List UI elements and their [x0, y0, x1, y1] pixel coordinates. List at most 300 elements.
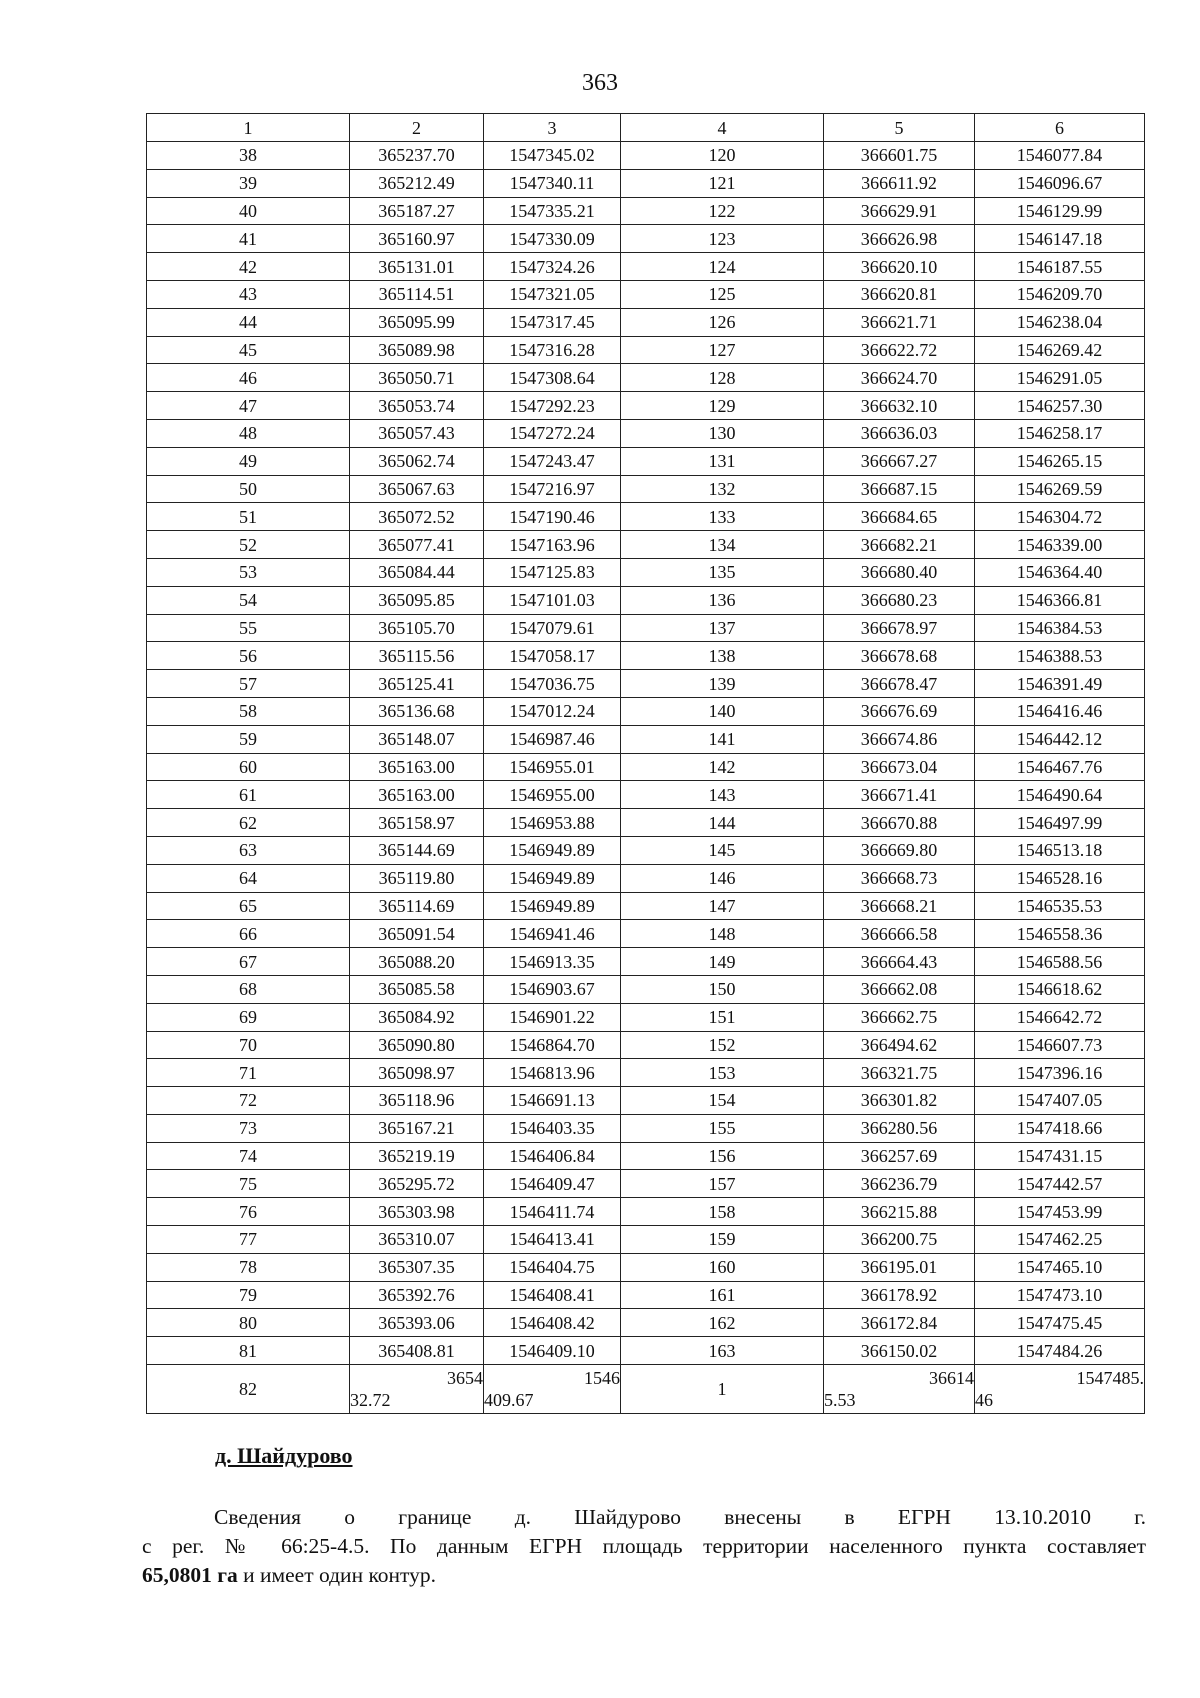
table-cell: 152 — [621, 1031, 824, 1059]
table-cell: 1546903.67 — [484, 975, 621, 1003]
split-cell-top: 3654 — [447, 1368, 483, 1389]
table-cell: 365053.74 — [350, 392, 484, 420]
table-row — [147, 336, 1145, 364]
table-cell: 163 — [621, 1337, 824, 1365]
table-cell: 1547475.45 — [975, 1309, 1145, 1337]
table-cell: 38 — [147, 142, 350, 170]
section-paragraph — [142, 1503, 1146, 1590]
table-cell: 40 — [147, 197, 350, 225]
table-cell: 1546588.56 — [975, 948, 1145, 976]
table-row — [147, 1253, 1145, 1281]
table-cell: 150 — [621, 975, 824, 1003]
table-cell: 1546949.89 — [484, 836, 621, 864]
table-row — [147, 531, 1145, 559]
table-cell: 1547465.10 — [975, 1253, 1145, 1281]
table-cell: 366673.04 — [824, 753, 975, 781]
table-row — [147, 1170, 1145, 1198]
table-cell: 79 — [147, 1281, 350, 1309]
table-cell: 124 — [621, 253, 824, 281]
table-cell: 1547058.17 — [484, 642, 621, 670]
table-cell: 1546913.35 — [484, 948, 621, 976]
table-cell: 365187.27 — [350, 197, 484, 225]
table-cell: 77 — [147, 1226, 350, 1254]
table-cell: 43 — [147, 280, 350, 308]
table-row — [147, 948, 1145, 976]
table-cell: 366624.70 — [824, 364, 975, 392]
table-cell: 1546442.12 — [975, 725, 1145, 753]
table-cell: 366682.21 — [824, 531, 975, 559]
table-row-last — [147, 1365, 1145, 1414]
table-cell: 51 — [147, 503, 350, 531]
table-cell: 1547316.28 — [484, 336, 621, 364]
table-cell: 365062.74 — [350, 447, 484, 475]
table-cell: 158 — [621, 1198, 824, 1226]
table-cell: 366620.81 — [824, 280, 975, 308]
table-cell: 42 — [147, 253, 350, 281]
table-cell: 58 — [147, 697, 350, 725]
table-cell: 129 — [621, 392, 824, 420]
table-cell: 76 — [147, 1198, 350, 1226]
table-cell: 366671.41 — [824, 781, 975, 809]
table-cell: 144 — [621, 809, 824, 837]
table-cell-split — [484, 1365, 621, 1414]
table-cell: 365144.69 — [350, 836, 484, 864]
table-cell: 366674.86 — [824, 725, 975, 753]
table-cell: 131 — [621, 447, 824, 475]
table-cell: 366678.68 — [824, 642, 975, 670]
table-cell: 1546265.15 — [975, 447, 1145, 475]
table-cell: 365118.96 — [350, 1087, 484, 1115]
column-header-2: 2 — [350, 114, 484, 142]
table-cell: 44 — [147, 308, 350, 336]
table-row — [147, 169, 1145, 197]
table-cell: 366321.75 — [824, 1059, 975, 1087]
table-cell: 366150.02 — [824, 1337, 975, 1365]
table-row — [147, 308, 1145, 336]
table-cell: 1546291.05 — [975, 364, 1145, 392]
table-cell: 122 — [621, 197, 824, 225]
table-cell: 52 — [147, 531, 350, 559]
table-cell: 1546408.41 — [484, 1281, 621, 1309]
table-row — [147, 697, 1145, 725]
table-cell: 365131.01 — [350, 253, 484, 281]
table-cell: 82 — [147, 1365, 350, 1414]
table-cell: 133 — [621, 503, 824, 531]
table-cell: 130 — [621, 419, 824, 447]
table-cell: 143 — [621, 781, 824, 809]
table-row — [147, 892, 1145, 920]
table-cell: 1547335.21 — [484, 197, 621, 225]
table-cell: 1546269.59 — [975, 475, 1145, 503]
table-cell: 1546901.22 — [484, 1003, 621, 1031]
table-cell: 365114.51 — [350, 280, 484, 308]
table-cell: 1546558.36 — [975, 920, 1145, 948]
table-cell: 1546955.01 — [484, 753, 621, 781]
table-cell: 366621.71 — [824, 308, 975, 336]
table-cell: 1547321.05 — [484, 280, 621, 308]
table-cell: 365119.80 — [350, 864, 484, 892]
table-cell: 365167.21 — [350, 1114, 484, 1142]
paragraph-line-1-text: Сведения о границе д. Шайдурово внесены в ЕГРН 13.10.2010 г. — [214, 1505, 1146, 1529]
table-cell: 1547396.16 — [975, 1059, 1145, 1087]
coordinates-table — [146, 113, 1145, 1414]
split-cell-bottom: 32.72 — [350, 1390, 391, 1411]
table-cell: 147 — [621, 892, 824, 920]
table-cell: 365392.76 — [350, 1281, 484, 1309]
table-cell: 1546096.67 — [975, 169, 1145, 197]
table-cell: 366669.80 — [824, 836, 975, 864]
table-cell: 125 — [621, 280, 824, 308]
table-cell: 366687.15 — [824, 475, 975, 503]
table-cell: 1546404.75 — [484, 1253, 621, 1281]
table-row — [147, 1003, 1145, 1031]
table-cell: 366626.98 — [824, 225, 975, 253]
table-cell: 81 — [147, 1337, 350, 1365]
table-cell: 1547317.45 — [484, 308, 621, 336]
table-cell: 365095.85 — [350, 586, 484, 614]
table-cell: 365163.00 — [350, 781, 484, 809]
table-cell: 366684.65 — [824, 503, 975, 531]
table-body — [147, 142, 1145, 1414]
table-cell: 59 — [147, 725, 350, 753]
table-cell: 1547330.09 — [484, 225, 621, 253]
table-cell: 1547272.24 — [484, 419, 621, 447]
table-cell: 134 — [621, 531, 824, 559]
table-cell: 366670.88 — [824, 809, 975, 837]
table-cell: 365219.19 — [350, 1142, 484, 1170]
table-row — [147, 419, 1145, 447]
table-cell: 1546411.74 — [484, 1198, 621, 1226]
table-cell: 1547340.11 — [484, 169, 621, 197]
table-cell: 366200.75 — [824, 1226, 975, 1254]
table-cell: 365077.41 — [350, 531, 484, 559]
table-cell: 1546987.46 — [484, 725, 621, 753]
table-cell: 128 — [621, 364, 824, 392]
table-cell: 151 — [621, 1003, 824, 1031]
table-cell: 75 — [147, 1170, 350, 1198]
table-cell: 80 — [147, 1309, 350, 1337]
table-cell: 61 — [147, 781, 350, 809]
table-cell: 71 — [147, 1059, 350, 1087]
table-cell: 70 — [147, 1031, 350, 1059]
table-cell: 366195.01 — [824, 1253, 975, 1281]
split-cell-top: 36614 — [929, 1368, 974, 1389]
table-cell: 54 — [147, 586, 350, 614]
table-cell: 365091.54 — [350, 920, 484, 948]
table-row — [147, 1142, 1145, 1170]
table-row — [147, 670, 1145, 698]
table-row — [147, 753, 1145, 781]
table-row — [147, 1226, 1145, 1254]
table-cell: 366636.03 — [824, 419, 975, 447]
table-cell: 366280.56 — [824, 1114, 975, 1142]
table-row — [147, 447, 1145, 475]
table-cell: 1546147.18 — [975, 225, 1145, 253]
table-cell: 121 — [621, 169, 824, 197]
table-cell: 156 — [621, 1142, 824, 1170]
table-cell: 365084.92 — [350, 1003, 484, 1031]
table-row — [147, 586, 1145, 614]
table-cell: 365114.69 — [350, 892, 484, 920]
table-cell: 47 — [147, 392, 350, 420]
table-cell: 365148.07 — [350, 725, 484, 753]
table-cell: 365088.20 — [350, 948, 484, 976]
table-cell: 46 — [147, 364, 350, 392]
table-cell: 365072.52 — [350, 503, 484, 531]
table-cell: 146 — [621, 864, 824, 892]
table-cell: 365089.98 — [350, 336, 484, 364]
table-cell: 123 — [621, 225, 824, 253]
table-cell: 365303.98 — [350, 1198, 484, 1226]
table-row — [147, 475, 1145, 503]
table-row — [147, 642, 1145, 670]
table-cell: 1546618.62 — [975, 975, 1145, 1003]
table-cell: 365125.41 — [350, 670, 484, 698]
table-cell: 157 — [621, 1170, 824, 1198]
table-cell: 365163.00 — [350, 753, 484, 781]
table-cell: 74 — [147, 1142, 350, 1170]
table-cell: 366664.43 — [824, 948, 975, 976]
table-cell: 1546364.40 — [975, 558, 1145, 586]
table-cell: 365050.71 — [350, 364, 484, 392]
table-cell: 132 — [621, 475, 824, 503]
table-cell: 1547216.97 — [484, 475, 621, 503]
table-cell: 365084.44 — [350, 558, 484, 586]
table-cell: 366257.69 — [824, 1142, 975, 1170]
table-row — [147, 1198, 1145, 1226]
table-cell: 1546955.00 — [484, 781, 621, 809]
table-cell-split — [975, 1365, 1145, 1414]
table-cell: 366172.84 — [824, 1309, 975, 1337]
column-header-3: 3 — [484, 114, 621, 142]
table-cell: 78 — [147, 1253, 350, 1281]
table-cell: 1546409.10 — [484, 1337, 621, 1365]
table-cell: 365295.72 — [350, 1170, 484, 1198]
table-cell: 1546864.70 — [484, 1031, 621, 1059]
table-cell: 366236.79 — [824, 1170, 975, 1198]
table-cell: 1546258.17 — [975, 419, 1145, 447]
table-cell: 138 — [621, 642, 824, 670]
paragraph-line-2: с рег. № 66:25-4.5. По данным ЕГРН площадь территории населенного пункта составляет — [142, 1534, 1146, 1558]
split-cell-bottom: 46 — [975, 1390, 993, 1411]
table-cell: 1547462.25 — [975, 1226, 1145, 1254]
table-cell: 154 — [621, 1087, 824, 1115]
table-cell: 1546513.18 — [975, 836, 1145, 864]
table-cell: 140 — [621, 697, 824, 725]
table-cell: 1547012.24 — [484, 697, 621, 725]
table-cell: 48 — [147, 419, 350, 447]
table-cell: 60 — [147, 753, 350, 781]
table-cell: 68 — [147, 975, 350, 1003]
table-cell: 127 — [621, 336, 824, 364]
split-cell-top: 1546 — [584, 1368, 620, 1389]
table-cell: 145 — [621, 836, 824, 864]
table-cell: 72 — [147, 1087, 350, 1115]
table-cell: 53 — [147, 558, 350, 586]
table-cell: 1547418.66 — [975, 1114, 1145, 1142]
table-cell: 365408.81 — [350, 1337, 484, 1365]
table-cell: 159 — [621, 1226, 824, 1254]
table-cell: 1547163.96 — [484, 531, 621, 559]
table-cell: 57 — [147, 670, 350, 698]
table-cell-split — [350, 1365, 484, 1414]
table-cell: 1546129.99 — [975, 197, 1145, 225]
table-cell: 365160.97 — [350, 225, 484, 253]
table-cell: 56 — [147, 642, 350, 670]
paragraph-line-3-text: и имеет один контур. — [237, 1563, 437, 1587]
split-cell-bottom: 5.53 — [824, 1390, 856, 1411]
table-cell: 1546388.53 — [975, 642, 1145, 670]
table-cell: 63 — [147, 836, 350, 864]
table-cell: 1547101.03 — [484, 586, 621, 614]
table-cell: 1546304.72 — [975, 503, 1145, 531]
table-cell: 1546238.04 — [975, 308, 1145, 336]
table-cell: 365310.07 — [350, 1226, 484, 1254]
table-cell: 1547190.46 — [484, 503, 621, 531]
table-cell: 366620.10 — [824, 253, 975, 281]
table-cell: 366662.08 — [824, 975, 975, 1003]
table-cell: 366666.58 — [824, 920, 975, 948]
table-cell: 1546366.81 — [975, 586, 1145, 614]
paragraph-line-1 — [142, 1503, 1146, 1532]
table-row — [147, 225, 1145, 253]
table-cell: 366680.23 — [824, 586, 975, 614]
table-row — [147, 781, 1145, 809]
table-cell: 365067.63 — [350, 475, 484, 503]
table-cell: 1546403.35 — [484, 1114, 621, 1142]
table-cell-split — [824, 1365, 975, 1414]
table-cell: 73 — [147, 1114, 350, 1142]
table-cell: 366678.47 — [824, 670, 975, 698]
table-cell: 126 — [621, 308, 824, 336]
table-cell: 162 — [621, 1309, 824, 1337]
table-cell: 366629.91 — [824, 197, 975, 225]
column-header-4: 4 — [621, 114, 824, 142]
table-cell: 1546391.49 — [975, 670, 1145, 698]
table-cell: 120 — [621, 142, 824, 170]
table-cell: 365098.97 — [350, 1059, 484, 1087]
table-cell: 1547345.02 — [484, 142, 621, 170]
table-cell: 1546077.84 — [975, 142, 1145, 170]
table-cell: 366622.72 — [824, 336, 975, 364]
table-row — [147, 1337, 1145, 1365]
table-cell: 141 — [621, 725, 824, 753]
table-cell: 148 — [621, 920, 824, 948]
table-cell: 1547079.61 — [484, 614, 621, 642]
table-cell: 366678.97 — [824, 614, 975, 642]
column-header-5: 5 — [824, 114, 975, 142]
table-cell: 1546209.70 — [975, 280, 1145, 308]
table-cell: 1547292.23 — [484, 392, 621, 420]
table-cell: 1546413.41 — [484, 1226, 621, 1254]
table-cell: 135 — [621, 558, 824, 586]
table-cell: 365095.99 — [350, 308, 484, 336]
table-row — [147, 392, 1145, 420]
table-header-row — [147, 114, 1145, 142]
table-cell: 1546187.55 — [975, 253, 1145, 281]
table-cell: 1547442.57 — [975, 1170, 1145, 1198]
table-cell: 1546409.47 — [484, 1170, 621, 1198]
table-row — [147, 253, 1145, 281]
table-cell: 365090.80 — [350, 1031, 484, 1059]
table-cell: 64 — [147, 864, 350, 892]
table-cell: 366668.21 — [824, 892, 975, 920]
table-cell: 1547453.99 — [975, 1198, 1145, 1226]
table-cell: 366676.69 — [824, 697, 975, 725]
table-cell: 1546257.30 — [975, 392, 1145, 420]
table-cell: 1547324.26 — [484, 253, 621, 281]
table-cell: 1546607.73 — [975, 1031, 1145, 1059]
table-cell: 153 — [621, 1059, 824, 1087]
table-cell: 1546949.89 — [484, 892, 621, 920]
table-cell: 366662.75 — [824, 1003, 975, 1031]
table-cell: 1546408.42 — [484, 1309, 621, 1337]
table-cell: 365158.97 — [350, 809, 484, 837]
table-cell: 365237.70 — [350, 142, 484, 170]
table-cell: 161 — [621, 1281, 824, 1309]
table-row — [147, 364, 1145, 392]
table-row — [147, 558, 1145, 586]
table-row — [147, 1309, 1145, 1337]
split-cell-bottom: 409.67 — [484, 1390, 534, 1411]
table-cell: 1547036.75 — [484, 670, 621, 698]
table-cell: 137 — [621, 614, 824, 642]
table-cell: 55 — [147, 614, 350, 642]
table-row — [147, 280, 1145, 308]
table-cell: 1546269.42 — [975, 336, 1145, 364]
table-cell: 45 — [147, 336, 350, 364]
table-cell: 1546535.53 — [975, 892, 1145, 920]
table-cell: 365085.58 — [350, 975, 484, 1003]
table-cell: 365115.56 — [350, 642, 484, 670]
table-cell: 366680.40 — [824, 558, 975, 586]
table-cell: 39 — [147, 169, 350, 197]
table-row — [147, 1031, 1145, 1059]
table-cell: 1546528.16 — [975, 864, 1145, 892]
table-cell: 1546339.00 — [975, 531, 1145, 559]
table-row — [147, 1059, 1145, 1087]
table-cell: 1 — [621, 1365, 824, 1414]
table-row — [147, 503, 1145, 531]
table-cell: 136 — [621, 586, 824, 614]
table-cell: 365393.06 — [350, 1309, 484, 1337]
table-cell: 1547431.15 — [975, 1142, 1145, 1170]
table-cell: 1546941.46 — [484, 920, 621, 948]
table-cell: 1546953.88 — [484, 809, 621, 837]
section-heading: д. Шайдурово — [215, 1443, 353, 1468]
table-cell: 366215.88 — [824, 1198, 975, 1226]
table-row — [147, 864, 1145, 892]
table-cell: 1546691.13 — [484, 1087, 621, 1115]
table-cell: 366494.62 — [824, 1031, 975, 1059]
table-cell: 1547125.83 — [484, 558, 621, 586]
table-cell: 1546642.72 — [975, 1003, 1145, 1031]
table-cell: 66 — [147, 920, 350, 948]
table-row — [147, 614, 1145, 642]
table-row — [147, 725, 1145, 753]
table-cell: 366601.75 — [824, 142, 975, 170]
table-cell: 149 — [621, 948, 824, 976]
table-cell: 62 — [147, 809, 350, 837]
table-cell: 41 — [147, 225, 350, 253]
column-header-1: 1 — [147, 114, 350, 142]
table-cell: 65 — [147, 892, 350, 920]
table-cell: 69 — [147, 1003, 350, 1031]
table-cell: 365307.35 — [350, 1253, 484, 1281]
table-cell: 1546406.84 — [484, 1142, 621, 1170]
table-cell: 366611.92 — [824, 169, 975, 197]
table-cell: 142 — [621, 753, 824, 781]
